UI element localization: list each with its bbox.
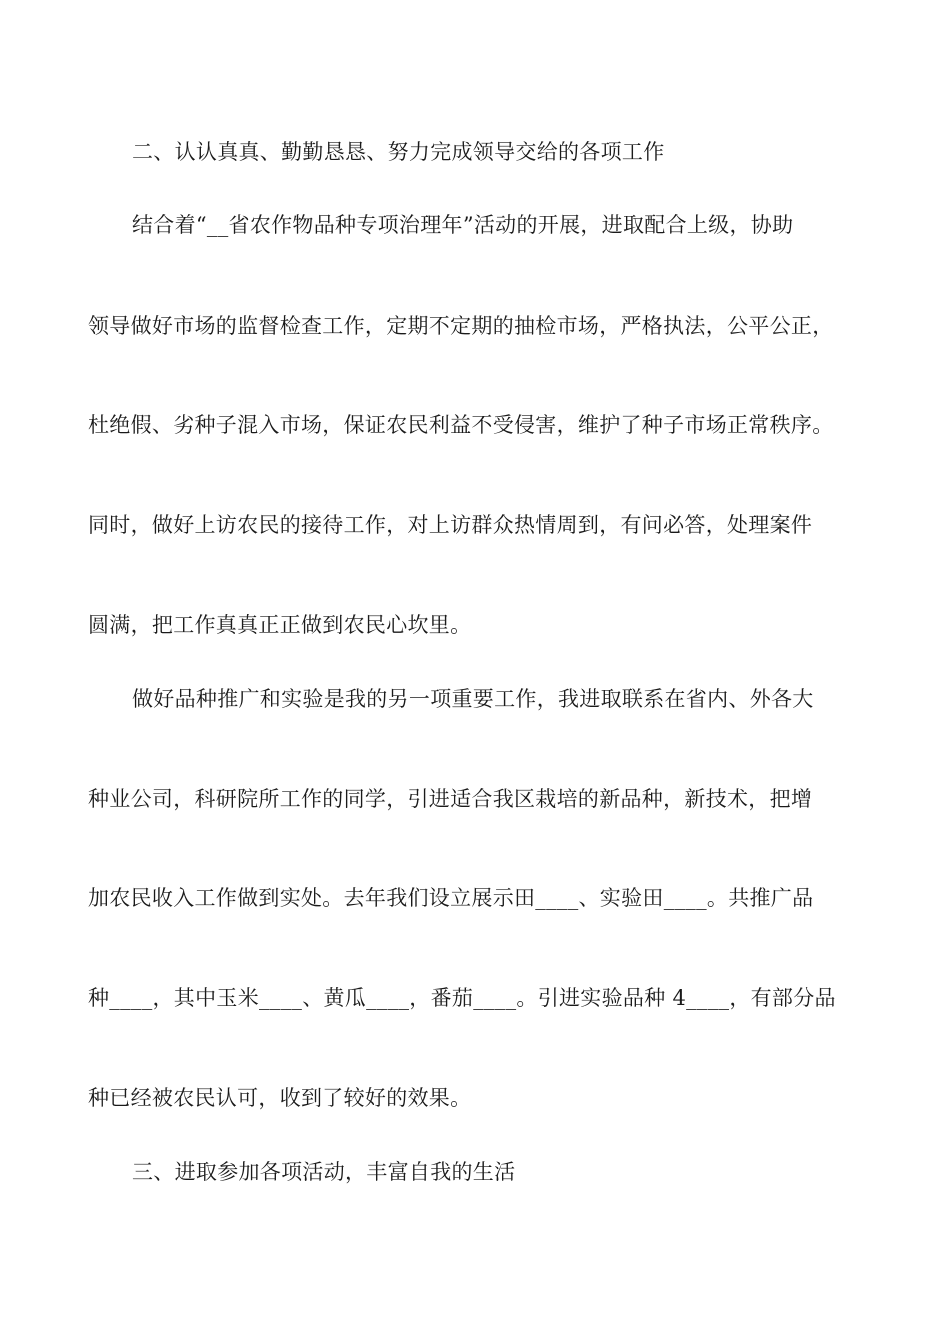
paragraph-line: 种____，其中玉米____、黄瓜____，番茄____。引进实验品种 4____，有部分品	[88, 986, 836, 1010]
paragraph-line: 做好品种推广和实验是我的另一项重要工作，我进取联系在省内、外各大	[132, 687, 814, 711]
paragraph-line: 杜绝假、劣种子混入市场，保证农民利益不受侵害，维护了种子市场正常秩序。	[88, 413, 834, 437]
paragraph-line: 种已经被农民认可，收到了较好的效果。	[88, 1086, 472, 1110]
paragraph-line: 同时，做好上访农民的接待工作，对上访群众热情周到，有问必答，处理案件	[88, 513, 813, 537]
paragraph-line: 圆满，把工作真真正正做到农民心坎里。	[88, 613, 472, 637]
paragraph-line: 结合着“__省农作物品种专项治理年”活动的开展，进取配合上级，协助	[132, 213, 794, 237]
paragraph-line: 种业公司，科研院所工作的同学，引进适合我区栽培的新品种，新技术，把增	[88, 787, 813, 811]
section-heading-2: 二、认认真真、勤勤恳恳、努力完成领导交给的各项工作	[132, 140, 665, 164]
paragraph-line: 加农民收入工作做到实处。去年我们设立展示田____、实验田____。共推广品	[88, 886, 814, 910]
section-heading-3: 三、进取参加各项活动，丰富自我的生活	[132, 1160, 516, 1184]
paragraph-line: 领导做好市场的监督检查工作，定期不定期的抽检市场，严格执法，公平公正，	[88, 314, 834, 338]
